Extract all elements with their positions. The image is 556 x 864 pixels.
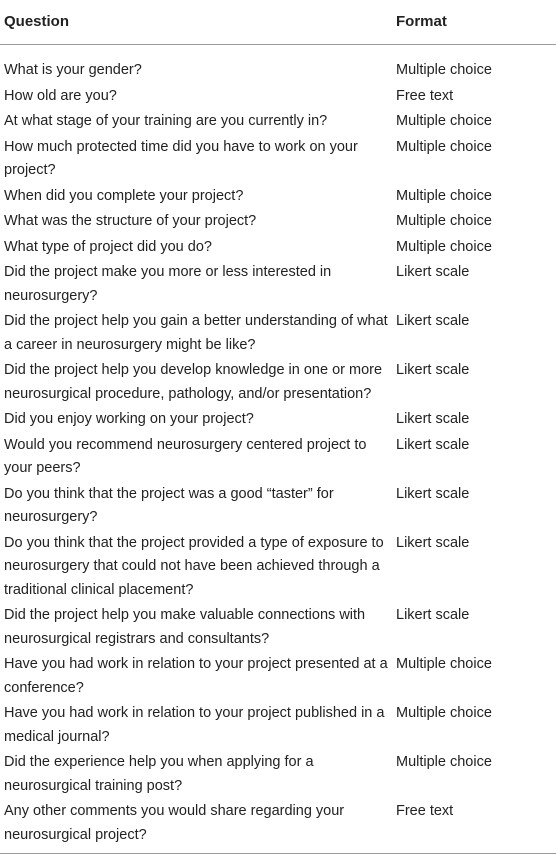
format-cell: Multiple choice	[396, 138, 492, 155]
table-header	[0, 0, 556, 45]
format-cell: Free text	[390, 799, 556, 854]
question-cell: Did you enjoy working on your project?	[4, 411, 254, 427]
table-row	[0, 433, 556, 482]
format-cell: Likert scale	[396, 264, 470, 280]
format-cell: Multiple choice	[396, 656, 492, 672]
format-cell: Likert scale	[396, 485, 470, 502]
table-row	[0, 184, 556, 210]
question-cell: When did you complete your project?	[4, 187, 244, 204]
format-cell: Multiple choice	[396, 754, 492, 770]
format-cell: Likert scale	[396, 607, 470, 623]
format-cell: Likert scale	[396, 411, 470, 427]
format-cell: Likert scale	[396, 362, 470, 378]
format-cell: Multiple choice	[396, 238, 492, 255]
question-cell: Did the project help you gain a better understanding of what a career in neurosurgery might be like?	[4, 313, 388, 353]
table-row	[0, 701, 556, 750]
question-cell: Have you had work in relation to your project published in a medical journal?	[4, 705, 385, 745]
table-row	[0, 531, 556, 604]
table-row	[0, 482, 556, 531]
format-cell: Multiple choice	[396, 62, 492, 78]
table-row	[0, 135, 556, 184]
question-cell: Did the project help you make valuable connections with neurosurgical registrars and consultants?	[4, 607, 366, 647]
question-cell: How much protected time did you have to work on your project?	[4, 138, 358, 178]
table-row	[0, 235, 556, 261]
table-row	[0, 407, 556, 433]
table-row	[0, 309, 556, 358]
question-cell: Do you think that the project provided a type of exposure to neurosurgery that could not have been achieved through a traditional clinical placement?	[4, 534, 384, 598]
format-cell: Multiple choice	[396, 187, 492, 204]
question-cell: At what stage of your training are you currently in?	[4, 113, 328, 129]
format-cell: Likert scale	[396, 534, 470, 551]
table-row	[0, 109, 556, 135]
column-header-question: Question	[0, 0, 390, 45]
table-row	[0, 84, 556, 110]
question-cell: Did the project help you develop knowledge in one or more neurosurgical procedure, pathology, and/or presentation?	[4, 362, 383, 402]
question-cell: Have you had work in relation to your project presented at a conference?	[4, 656, 388, 696]
format-cell: Multiple choice	[396, 213, 492, 229]
column-header-format: Format	[390, 0, 556, 45]
question-cell: Did the experience help you when applying for a neurosurgical training post?	[4, 754, 314, 794]
question-cell: Do you think that the project was a good “taster” for neurosurgery?	[4, 485, 334, 525]
question-cell: Would you recommend neurosurgery centered project to your peers?	[4, 436, 367, 476]
table-row	[0, 603, 556, 652]
table-row	[0, 799, 556, 854]
table-body	[0, 45, 556, 854]
question-cell: What type of project did you do?	[4, 238, 212, 255]
question-cell: What is your gender?	[4, 62, 142, 78]
table-row	[0, 45, 556, 84]
question-cell: Any other comments you would share regarding your neurosurgical project?	[0, 799, 390, 854]
format-cell: Multiple choice	[396, 113, 492, 129]
format-cell: Likert scale	[396, 313, 470, 329]
question-cell: What was the structure of your project?	[4, 213, 257, 229]
table-row	[0, 750, 556, 799]
format-cell: Free text	[396, 87, 454, 104]
table-row	[0, 260, 556, 309]
question-cell: How old are you?	[4, 87, 117, 104]
table-row	[0, 209, 556, 235]
format-cell: Likert scale	[396, 436, 470, 453]
question-cell: Did the project make you more or less interested in neurosurgery?	[4, 264, 332, 304]
header-row	[0, 0, 556, 45]
table-row	[0, 358, 556, 407]
table-row	[0, 652, 556, 701]
format-cell: Multiple choice	[396, 705, 492, 721]
